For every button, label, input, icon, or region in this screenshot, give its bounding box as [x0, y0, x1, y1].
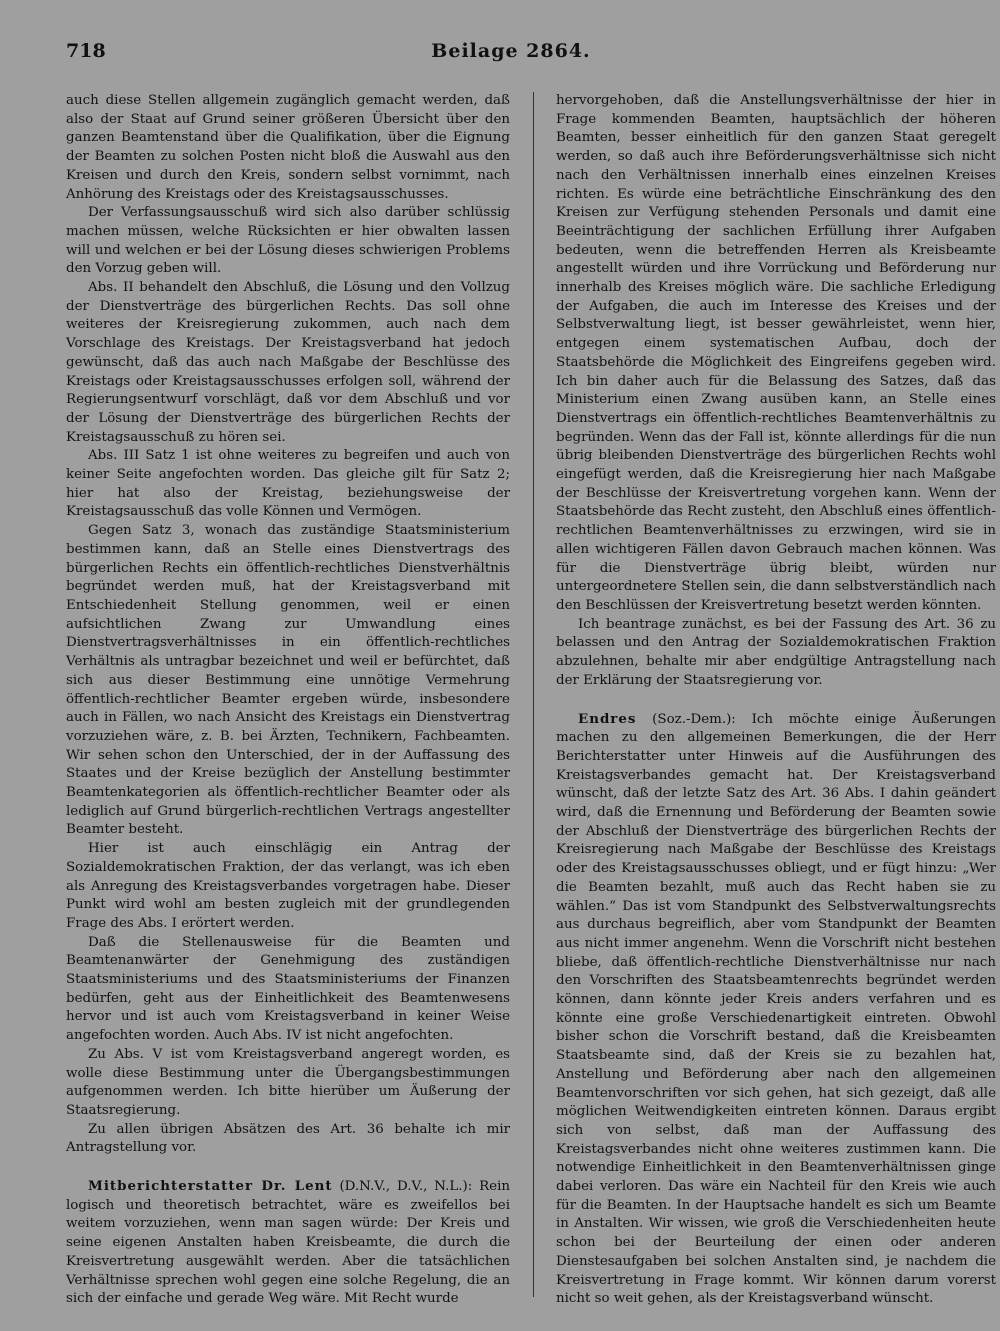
paragraph: [66, 1177, 510, 1309]
page-number: 718: [66, 40, 106, 62]
paragraph-text: Rein logisch und theoretisch betrachtet, wäre es zweifellos bei weitem vorzuziehen, wenn man sagen würde: Der Kreis und seine eigenen Anstalten haben Kreisbeamte, die durch die Kreisvertretung ausgewählt werden. Aber die tatsächlichen Verhältnisse sprechen wohl gegen eine solche Regelung, die an sich der einfache und gerade Weg wäre. Mit Recht wurde: [66, 1179, 510, 1307]
paragraph: Abs. II behandelt den Abschluß, die Lösung und den Vollzug der Dienstverträge des bürgerlichen Rechts. Das soll ohne weiteres der Kreisregierung zukommen, auch nach dem Vorschlage des Kreistags. Der Kreistagsverband hat jedoch gewünscht, daß das auch nach Maßgabe der Beschlüsse des Kreistags oder Kreistagsausschusses erfolgen soll, während der Regierungsentwurf vorschlägt, daß vor dem Abschluß und vor der Lösung der Dienstverträge des bürgerlichen Rechts der Kreistagsausschuß zu hören sei.: [66, 280, 510, 445]
paragraph: Daß die Stellenausweise für die Beamten und Beamtenanwärter der Genehmigung des zuständigen Staatsministeriums und des Staatsministeriums der Finanzen bedürfen, geht aus der Einheitlichkeit des Beamtenwesens hervor und ist auch vom Kreistagsverband in keiner Weise angefochten worden. Auch Abs. IV ist nicht angefochten.: [66, 934, 510, 1044]
speaker-name: Mitberichterstatter Dr. Lent: [88, 1178, 333, 1195]
column-divider: [533, 92, 534, 1297]
speaker-affiliation: (D.N.V., D.V., N.L.):: [332, 1179, 480, 1195]
paragraph: Ich beantrage zunächst, es bei der Fassung des Art. 36 zu belassen und den Antrag der Sozialdemokratischen Fraktion abzulehnen, behalte mir aber endgültige Antragstellung nach der Erklärung der Staatsregierung vor.: [556, 616, 996, 688]
page-header: [66, 40, 956, 70]
paragraph: [556, 710, 996, 1310]
paragraph: Der Verfassungsausschuß wird sich also darüber schlüssig machen müssen, welche Rücksichten er hier obwalten lassen will und welchen er bei der Lösung dieses schwierigen Problems den Vorzug geben will.: [66, 205, 510, 277]
paragraph: Zu allen übrigen Absätzen des Art. 36 behalte ich mir Antragstellung vor.: [66, 1121, 510, 1156]
right-column: [556, 92, 996, 1309]
left-column: [66, 92, 510, 1309]
paragraph: hervorgehoben, daß die Anstellungsverhältnisse der hier in Frage kommenden Beamten, hauptsächlich der höheren Beamten, besser einheitlich für den ganzen Staat geregelt werden, so daß auch ihre Beförderungsverhältnisse sich nicht nach den Verhältnissen innerhalb eines einzelnen Kreises richten. Es würde eine beträchtliche Einschränkung des den Kreisen zur Verfügung stehenden Personals und damit eine Beeinträchtigung der sachlichen Erfüllung ihrer Aufgaben bedeuten, wenn die betreffenden Herren als Kreisbeamte angestellt würden und ihre Vorrückung und Beförderung nur innerhalb des Kreises möglich wäre. Die sachliche Erledigung der Aufgaben, die auch im Interesse des Kreises und der Selbstverwaltung liegt, ist besser gewährleistet, wenn hier, entgegen einem systematischen Aufbau, doch der Staatsbehörde die Möglichkeit des Eingreifens gegeben wird. Ich bin daher auch für die Belassung des Satzes, daß das Ministerium einen Zwang ausüben kann, an Stelle eines Dienstvertrags ein öffentlich-rechtliches Beamtenverhältnis zu begründen. Wenn das der Fall ist, könnte allerdings für die nun übrig bleibenden Dienstverträge des bürgerlichen Rechts wohl eingefügt werden, daß die Kreisregierung hier nach Maßgabe der Beschlüsse der Kreisvertretung vorgehen kann. Wenn der Staatsbehörde das Recht zusteht, den Abschluß eines öffentlich-rechtlichen Beamtenverhältnisses zu erzwingen, wird sie in allen wichtigeren Fällen davon Gebrauch machen können. Was für die Dienstverträge übrig bleibt, würden nur untergeordnetere Stellen sein, die dann selbstverständlich nach den Beschlüssen der Kreisvertretung besetzt werden könnten.: [556, 93, 996, 613]
paragraph: Gegen Satz 3, wonach das zuständige Staatsministerium bestimmen kann, daß an Stelle eines Dienstvertrags des bürgerlichen Rechts ein öffentlich-rechtliches Dienstverhältnis begründet werden muß, hat der Kreistagsverband mit Entschiedenheit Stellung genommen, weil er einen aufsichtlichen Zwang zur Umwandlung eines Dienstvertragsverhältnisses in ein öffentlich-rechtliches Verhältnis als untragbar bezeichnet und weil er befürchtet, daß sich aus dieser Bestimmung eine unnötige Vermehrung öffentlich-rechtlicher Beamter ergeben würde, insbesondere auch in Fällen, wo nach Ansicht des Kreistags ein Dienstvertrag vorzuziehen wäre, z. B. bei Ärzten, Technikern, Fachbeamten. Wir sehen schon den Unterschied, der in der Auffassung des Staates und der Kreise bezüglich der Anstellung bestimmter Beamtenkategorien als öffentlich-rechtlicher Beamter oder als lediglich auf Grund bürgerlich-rechtlichen Vertrags angestellter Beamter besteht.: [66, 523, 510, 838]
paragraph: Hier ist auch einschlägig ein Antrag der Sozialdemokratischen Fraktion, der das verlangt, was ich eben als Anregung des Kreistagsverbandes vorgetragen habe. Dieser Punkt wird wohl am besten zugleich mit der grundlegenden Frage des Abs. I erörtert werden.: [66, 841, 510, 931]
speaker-affiliation: (Soz.-Dem.):: [636, 711, 752, 727]
paragraph-text: Ich möchte einige Äußerungen machen zu den allgemeinen Bemerkungen, die der Herr Berichterstatter unter Hinweis auf die Ausführungen des Kreistagsverbandes gemacht hat. Der Kreistagsverband wünscht, daß der letzte Satz des Art. 36 Abs. I dahin geändert wird, daß die Ernennung und Beförderung der Beamten sowie der Abschluß der Dienstverträge des bürgerlichen Rechts der Kreisregierung nach Maßgabe der Beschlüsse des Kreistags oder des Kreistagsausschusses obliegt, und er fügt hinzu: „Wer die Beamten bezahlt, muß auch das Recht haben sie zu wählen.“ Das ist vom Standpunkt des Selbstverwaltungsrechts aus durchaus begreiflich, aber vom Standpunkt der Beamten aus nicht immer angenehm. Wenn die Vorschrift nicht bestehen bliebe, daß öffentlich-rechtliche Dienstverhältnisse nur nach den Vorschriften des Staatsbeamtenrechts begründet werden können, dann könnte jeder Kreis anders verfahren und es könnte eine große Verschiedenartigkeit eintreten. Obwohl bisher schon die Vorschrift bestand, daß die Kreisbeamten Staatsbeamte sind, daß der Kreis sie zu bezahlen hat, Anstellung und Beförderung aber nach den allgemeinen Beamtenvorschriften vor sich gehen, hat sich gezeigt, daß alle möglichen Weitwendigkeiten eintreten können. Daraus ergibt sich von selbst, daß man der Auffassung des Kreistagsverbandes nicht ohne weiteres zustimmen kann. Die notwendige Einheitlichkeit in den Beamtenverhältnissen ginge dabei verloren. Das wäre ein Nachteil für den Kreis wie auch für die Beamten. In der Hauptsache handelt es sich um Beamte in Anstalten. Wir wissen, wie groß die Verschiedenheiten heute schon bei der Beurteilung der einen oder anderen Dienstesaufgaben bei solchen Anstalten sind, je nachdem die Kreisvertretung in Frage kommt. Wir können darum vorerst nicht so weit gehen, als der Kreistagsverband wünscht.: [556, 711, 996, 1307]
paragraph: Zu Abs. V ist vom Kreistagsverband angeregt worden, es wolle diese Bestimmung unter die Übergangsbestimmungen aufgenommen werden. Ich bitte hierüber um Äußerung der Staatsregierung.: [66, 1046, 510, 1118]
paragraph: Abs. III Satz 1 ist ohne weiteres zu begreifen und auch von keiner Seite angefochten worden. Das gleiche gilt für Satz 2; hier hat also der Kreistag, beziehungsweise der Kreistagsausschuß das volle Können und Vermögen.: [66, 448, 510, 520]
speaker-name: Endres: [578, 710, 637, 727]
running-title: Beilage 2864.: [431, 40, 591, 62]
paragraph: auch diese Stellen allgemein zugänglich gemacht werden, daß also der Staat auf Grund seiner größeren Übersicht über den ganzen Beamtenstand über die Qualifikation, über die Eignung der Beamten zu solchen Posten nicht bloß die Auswahl aus den Kreisen und durch den Kreis, sondern selbst vornimmt, nach Anhörung des Kreistags oder des Kreistagsausschusses.: [66, 93, 510, 202]
